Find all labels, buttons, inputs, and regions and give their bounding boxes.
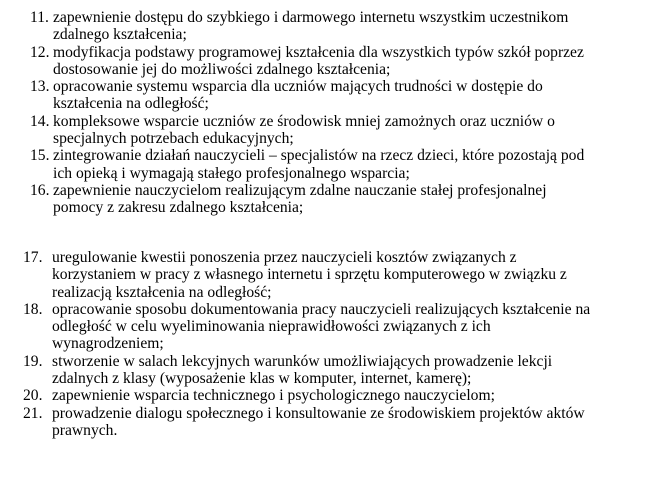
list-item — [30, 9, 630, 44]
list-item-number: 16. — [30, 181, 50, 199]
list-item — [30, 44, 630, 79]
list-item — [23, 387, 633, 404]
list-item-line: dostosowanie jej do możliwości zdalnego kształcenia; — [53, 60, 391, 78]
list-item-line: zapewnienie dostępu do szybkiego i darmowego internetu wszystkim uczestnikom — [53, 9, 569, 26]
list-item — [23, 353, 633, 388]
list-item-number: 12. — [30, 43, 50, 61]
list-item — [30, 147, 630, 182]
list-item-line: opracowanie sposobu dokumentowania pracy nauczycieli realizujących kształcenie na — [52, 300, 591, 318]
list-item-text — [52, 353, 633, 388]
list-item-text — [53, 44, 630, 79]
list-item-number: 19. — [23, 352, 43, 370]
list-item-line: modyfikacja podstawy programowej kształcenia dla wszystkich typów szkół poprzez — [53, 43, 584, 61]
list-item-text — [52, 387, 633, 404]
list-item-number: 13. — [30, 78, 50, 96]
list-item-line: kształcenia na odległość; — [53, 95, 209, 113]
list-item-line: wynagrodzeniem; — [52, 335, 164, 353]
recommendations-list-part-2 — [23, 249, 633, 439]
list-item-line: zintegrowanie działań nauczycieli – specjalistów na rzecz dzieci, które pozostają pod — [53, 147, 585, 165]
list-item-number: 15. — [30, 147, 50, 165]
list-item-number: 21. — [23, 404, 43, 422]
list-item-text — [53, 113, 630, 148]
list-item-line: prowadzenie dialogu społecznego i konsultowanie ze środowiskiem projektów aktów — [52, 404, 585, 422]
list-item-number: 20. — [23, 387, 43, 405]
list-item — [23, 249, 633, 301]
list-item-line: ich opieką i wymagają stałego profesjonalnego wsparcia; — [53, 164, 410, 182]
list-item-line: kompleksowe wsparcie uczniów ze środowisk mniej zamożnych oraz uczniów o — [53, 112, 555, 130]
list-item-line: zapewnienie wsparcia technicznego i psychologicznego nauczycielom; — [52, 387, 495, 405]
list-item — [30, 78, 630, 113]
list-item-line: zapewnienie nauczycielom realizującym zdalne nauczanie stałej profesjonalnej — [53, 181, 547, 199]
list-item — [23, 301, 633, 353]
recommendations-list-part-1 — [30, 9, 630, 217]
list-item-text — [53, 78, 630, 113]
list-item-line: realizacją kształcenia na odległość; — [52, 283, 272, 301]
list-item-number: 17. — [23, 249, 43, 266]
list-item-line: korzystaniem w pracy z własnego internetu i sprzętu komputerowego w związku z — [52, 266, 567, 284]
list-item-line: opracowanie systemu wsparcia dla uczniów mających trudności w dostępie do — [53, 78, 543, 96]
list-item-text — [53, 9, 630, 44]
list-item — [30, 113, 630, 148]
list-item-line: odległość w celu wyeliminowania nieprawidłowości związanych z ich — [52, 318, 491, 336]
list-item — [30, 182, 630, 217]
list-item-number: 14. — [30, 112, 50, 130]
list-item-text — [52, 249, 633, 301]
list-item-line: pomocy z zakresu zdalnego kształcenia; — [53, 199, 304, 217]
list-item-text — [52, 405, 633, 440]
list-item-text — [52, 301, 633, 353]
list-item-line: prawnych. — [52, 421, 118, 439]
list-item-line: zdalnych z klasy (wyposażenie klas w komputer, internet, kamerę); — [52, 370, 472, 388]
list-item-line: zdalnego kształcenia; — [53, 26, 187, 44]
list-item-line: stworzenie w salach lekcyjnych warunków umożliwiających prowadzenie lekcji — [52, 352, 553, 370]
list-item-text — [53, 147, 630, 182]
list-item-number: 11. — [30, 9, 49, 26]
list-item-line: uregulowanie kwestii ponoszenia przez nauczycieli kosztów związanych z — [52, 249, 517, 266]
list-item-line: specjalnych potrzebach edukacyjnych; — [53, 130, 294, 148]
list-item-text — [53, 182, 630, 217]
list-item-number: 18. — [23, 300, 43, 318]
list-item — [23, 405, 633, 440]
